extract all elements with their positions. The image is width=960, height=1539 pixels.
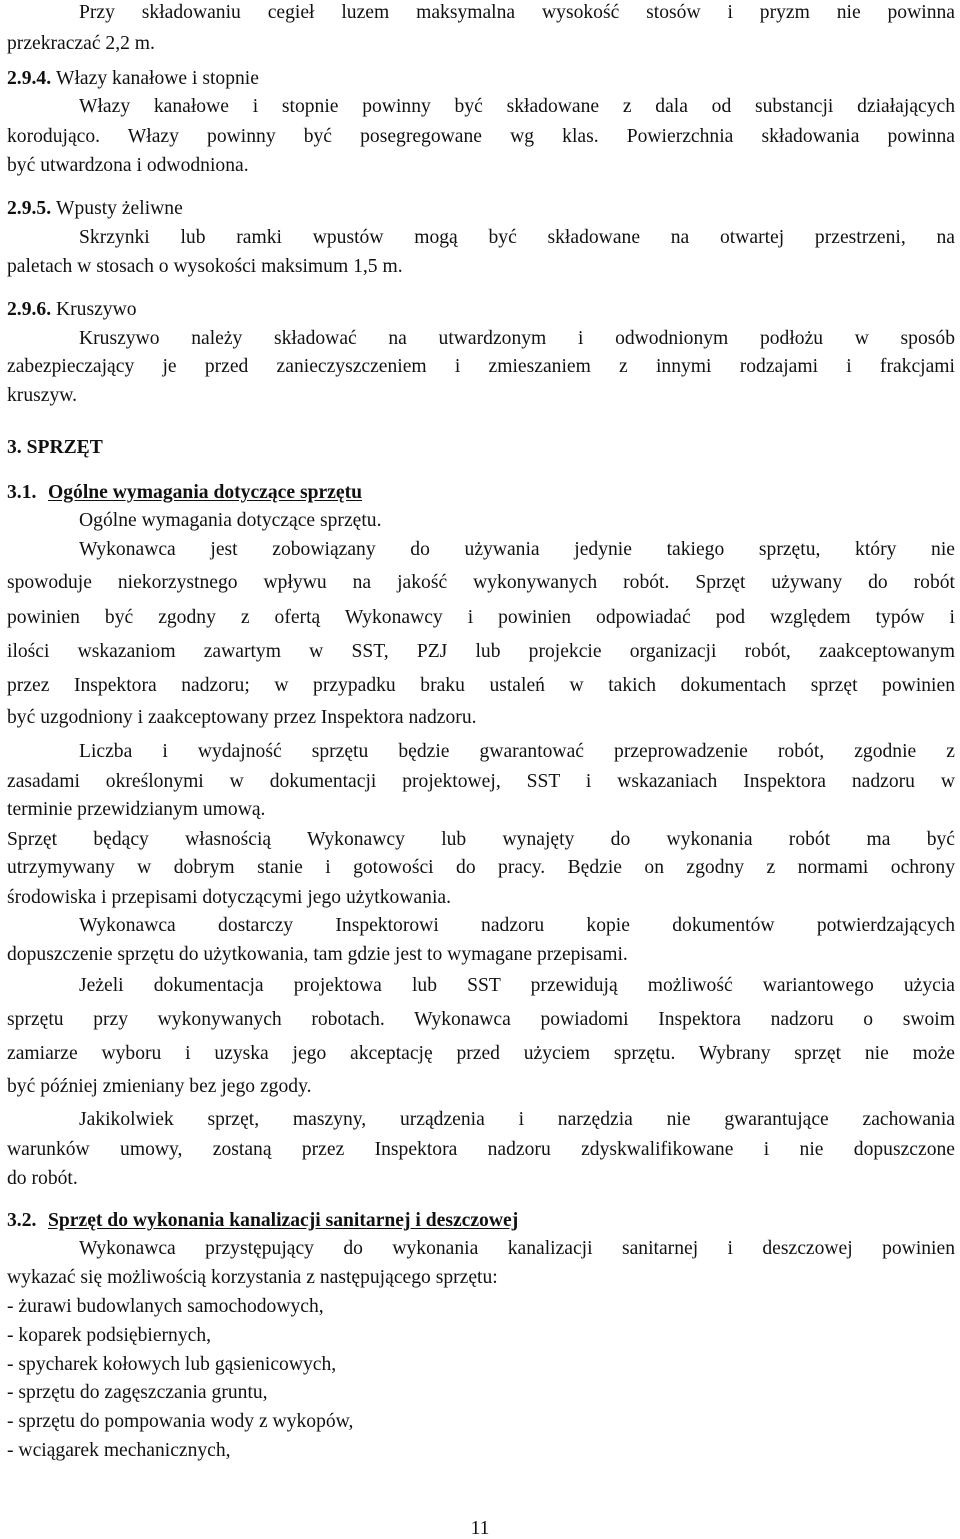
text-line: sprzętu przy wykonywanych robotach. Wykonawca powiadomi Inspektora nadzoru o swoim: [7, 1009, 955, 1030]
section-number: 2.9.5.: [7, 198, 52, 219]
text-line: spowoduje niekorzystnego wpływu na jakość wykonywanych robót. Sprzęt używany do robót: [7, 572, 955, 593]
list-item: - sprzętu do pompowania wody z wykopów,: [7, 1411, 354, 1432]
text-line: Przy składowaniu cegieł luzem maksymalna wysokość stosów i pryzm nie powinna: [79, 2, 955, 23]
section-number: 2.9.4.: [7, 68, 52, 89]
text-line: kruszyw.: [7, 385, 78, 406]
text-line: Jakikolwiek sprzęt, maszyny, urządzenia i narzędzia nie gwarantujące zachowania: [79, 1109, 955, 1130]
text-line: być później zmieniany bez jego zgody.: [7, 1076, 312, 1097]
section-heading: Wpusty żeliwne: [56, 198, 183, 219]
text-line: być uzgodniony i zaakceptowany przez Inspektora nadzoru.: [7, 707, 477, 728]
text-line: zabezpieczający je przed zanieczyszczeniem i zmieszaniem z innymi rodzajami i frakcjami: [7, 356, 955, 377]
section-number: 3.1.: [7, 482, 37, 503]
text-line: Ogólne wymagania dotyczące sprzętu.: [79, 510, 382, 531]
text-line: Włazy kanałowe i stopnie powinny być składowane z dala od substancji działających: [79, 96, 955, 117]
text-line: dopuszczenie sprzętu do użytkowania, tam gdzie jest to wymagane przepisami.: [7, 944, 628, 965]
text-line: wykazać się możliwością korzystania z następującego sprzętu:: [7, 1267, 498, 1288]
text-line: być utwardzona i odwodniona.: [7, 155, 249, 176]
list-item: - wciągarek mechanicznych,: [7, 1440, 231, 1461]
section-heading: Włazy kanałowe i stopnie: [56, 68, 259, 89]
text-line: ilości wskazaniom zawartym w SST, PZJ lub projekcie organizacji robót, zaakceptowanym: [7, 641, 955, 662]
text-line: paletach w stosach o wysokości maksimum 1,5 m.: [7, 256, 403, 277]
section-heading: Sprzęt do wykonania kanalizacji sanitarnej i deszczowej: [48, 1210, 519, 1231]
text-line: terminie przewidzianym umową.: [7, 799, 266, 820]
page-number: 11: [470, 1518, 490, 1539]
text-line: Wykonawca jest zobowiązany do używania jedynie takiego sprzętu, który nie: [79, 539, 955, 560]
section-number: 2.9.6.: [7, 299, 52, 320]
text-line: środowiska i przepisami dotyczącymi jego użytkowania.: [7, 887, 451, 908]
list-item: - spycharek kołowych lub gąsienicowych,: [7, 1354, 337, 1375]
text-line: Kruszywo należy składować na utwardzonym i odwodnionym podłożu w sposób: [79, 328, 955, 349]
text-line: zasadami określonymi w dokumentacji projektowej, SST i wskazaniach Inspektora nadzoru w: [7, 771, 955, 792]
text-line: Wykonawca przystępujący do wykonania kanalizacji sanitarnej i deszczowej powinien: [79, 1238, 955, 1259]
text-line: przekraczać 2,2 m.: [7, 33, 155, 54]
text-line: utrzymywany w dobrym stanie i gotowości do pracy. Będzie on zgodny z normami ochrony: [7, 857, 955, 878]
text-line: do robót.: [7, 1168, 78, 1189]
list-item: - sprzętu do zagęszczania gruntu,: [7, 1382, 268, 1403]
text-line: Jeżeli dokumentacja projektowa lub SST przewidują możliwość wariantowego użycia: [79, 975, 955, 996]
text-line: Sprzęt będący własnością Wykonawcy lub wynajęty do wykonania robót ma być: [7, 829, 955, 850]
text-line: Liczba i wydajność sprzętu będzie gwarantować przeprowadzenie robót, zgodnie z: [79, 741, 955, 762]
section-heading: 3. SPRZĘT: [7, 437, 103, 458]
text-line: zamiarze wyboru i uzyska jego akceptację przed użyciem sprzętu. Wybrany sprzęt nie może: [7, 1043, 955, 1064]
list-item: - żurawi budowlanych samochodowych,: [7, 1296, 324, 1317]
text-line: warunków umowy, zostaną przez Inspektora nadzoru zdyskwalifikowane i nie dopuszczone: [7, 1139, 955, 1160]
text-line: Skrzynki lub ramki wpustów mogą być składowane na otwartej przestrzeni, na: [79, 227, 955, 248]
list-item: - koparek podsiębiernych,: [7, 1325, 212, 1346]
text-line: Wykonawca dostarczy Inspektorowi nadzoru kopie dokumentów potwierdzających: [79, 915, 955, 936]
section-heading: Ogólne wymagania dotyczące sprzętu: [48, 482, 362, 503]
text-line: powinien być zgodny z ofertą Wykonawcy i powinien odpowiadać pod względem typów i: [7, 607, 955, 628]
section-number: 3.2.: [7, 1210, 37, 1231]
text-line: korodująco. Włazy powinny być posegregowane wg klas. Powierzchnia składowania powinna: [7, 126, 955, 147]
text-line: przez Inspektora nadzoru; w przypadku braku ustaleń w takich dokumentach sprzęt powinien: [7, 675, 955, 696]
section-heading: Kruszywo: [56, 299, 137, 320]
